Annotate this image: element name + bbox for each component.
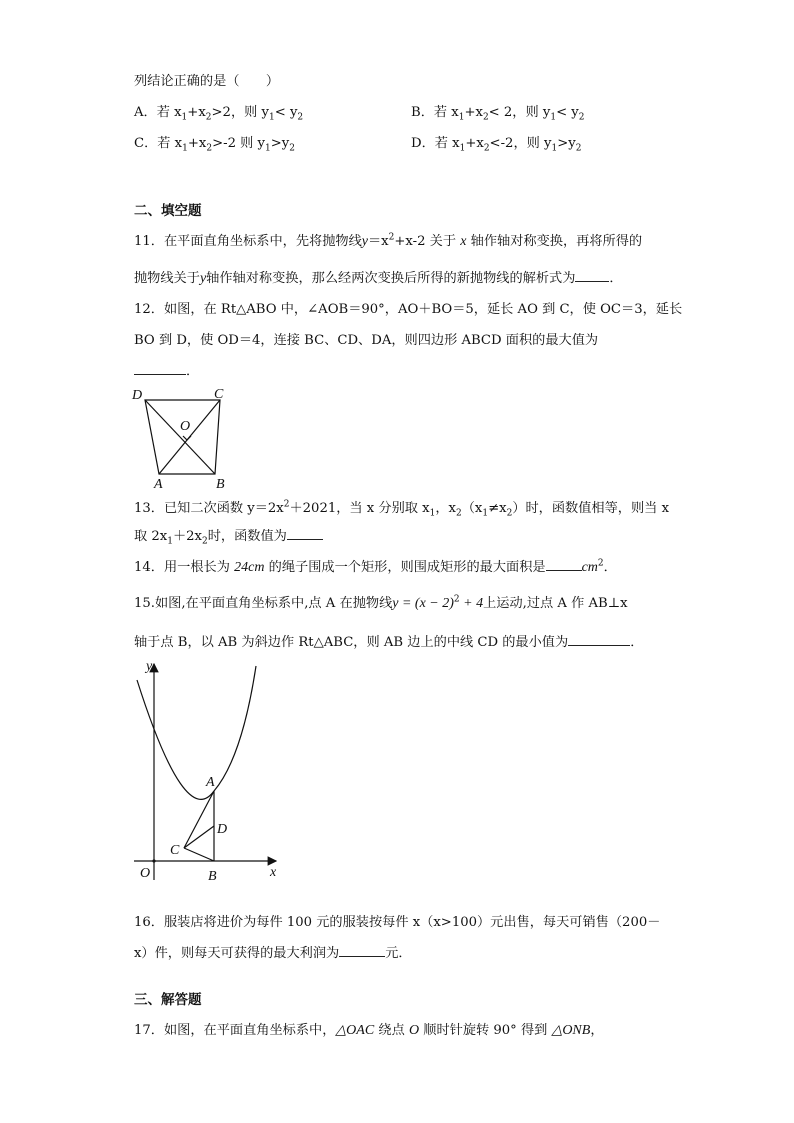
q15-parabola-figure (128, 656, 288, 886)
q11-line1: 11．在平面直角坐标系中，先将抛物线$y=x^2+x-2$ 关于 x 轴作轴对称变换，再将所得的 (134, 232, 643, 249)
q16-line2: x）件，则每天可获得的最大利润为 元． (134, 946, 412, 961)
label-b: B (208, 869, 217, 884)
label-o: O (140, 866, 151, 881)
q10-option-a: A．若 $x_1+x_2>2$，则 $y_1< y_2$ (134, 105, 304, 123)
label-o: O (180, 419, 191, 434)
q17-line1: 17．如图，在平面直角坐标系中，△OAC 绕点 O 顺时针旋转 90° 得到 △ONB， (134, 1023, 604, 1038)
label-y: y (146, 659, 153, 674)
q10-option-b: B．若 $x_1+x_2< 2$，则 $y_1< y_2$ (411, 105, 585, 123)
q15-parabola-formula: y = (x − 2) (392, 596, 454, 611)
q11-answer-blank[interactable] (575, 269, 609, 282)
q14-line: 14．用一根长为 24cm 的绳子围成一个矩形，则围成矩形的最大面积是 $cm^2$． (134, 558, 617, 575)
parabola-curve (137, 666, 256, 799)
segment-db (145, 400, 215, 474)
label-b: B (216, 477, 225, 492)
label-d: D (217, 822, 228, 837)
q12-line3: ． (134, 360, 199, 379)
label-c: C (170, 843, 180, 858)
q15-answer-blank[interactable] (568, 633, 630, 646)
section-title-answer: 三、解答题 (134, 992, 202, 1008)
q15-line1: 15.如图,在平面直角坐标系中,点 A 在抛物线$y = (x - 2)^2 + 4$上运动,过点 A 作 AB⊥x (134, 594, 628, 611)
q12-line1: 12．如图，在 Rt△ABO 中，∠AOB＝90°，AO＋BO＝5，延长 AO 到 C，使 OC＝3，延长 (134, 302, 683, 317)
q13-line1: 13．已知二次函数 $y=2x^2+2021$，当 x 分别取 $x_1$，$x_2(x_1\ne x_2)$时，函数值相等，则当 x (134, 499, 670, 519)
segment-cb (184, 848, 214, 861)
q10-option-d: D．若 $x_1+x_2<-2$，则 $y_1>y_2$ (411, 136, 582, 154)
section-title-fill-in: 二、填空题 (134, 203, 202, 219)
q15-line2: 轴于点 B，以 AB 为斜边作 Rt△ABC，则 AB 边上的中线 CD 的最小值为 ． (134, 635, 644, 650)
segment-cd (184, 826, 214, 848)
q12-quadrilateral-figure (128, 382, 248, 492)
origin-point (152, 859, 155, 862)
q10-stem: 列结论正确的是（ ） (134, 74, 280, 89)
q12-answer-blank[interactable] (134, 362, 186, 375)
q13-line2: 取 $2x_1+2x_2$时，函数值为 (134, 525, 323, 547)
q10-option-c: C．若 $x_1+x_2>-2$ 则 $y_1>y_2$ (134, 136, 295, 154)
label-a: A (206, 775, 215, 790)
q12-line2: BO 到 D，使 OD＝4，连接 BC、CD、DA，则四边形 ABCD 面积的最大值为 (134, 333, 599, 348)
q11-line2: 抛物线关于y轴作轴对称变换，那么经两次变换后所得的新抛物线的解析式为 ． (134, 271, 623, 286)
q13-answer-blank[interactable] (287, 527, 323, 540)
right-angle-mark (183, 436, 191, 440)
label-c: C (214, 387, 224, 402)
q16-line1: 16．服装店将进价为每件 100 元的服装按每件 x（x>100）元出售，每天可销售（200－ (134, 915, 661, 930)
label-a: A (154, 477, 163, 492)
label-x: x (270, 865, 277, 880)
label-d: D (132, 388, 143, 403)
q16-answer-blank[interactable] (339, 944, 385, 957)
q14-answer-blank[interactable] (546, 558, 582, 571)
